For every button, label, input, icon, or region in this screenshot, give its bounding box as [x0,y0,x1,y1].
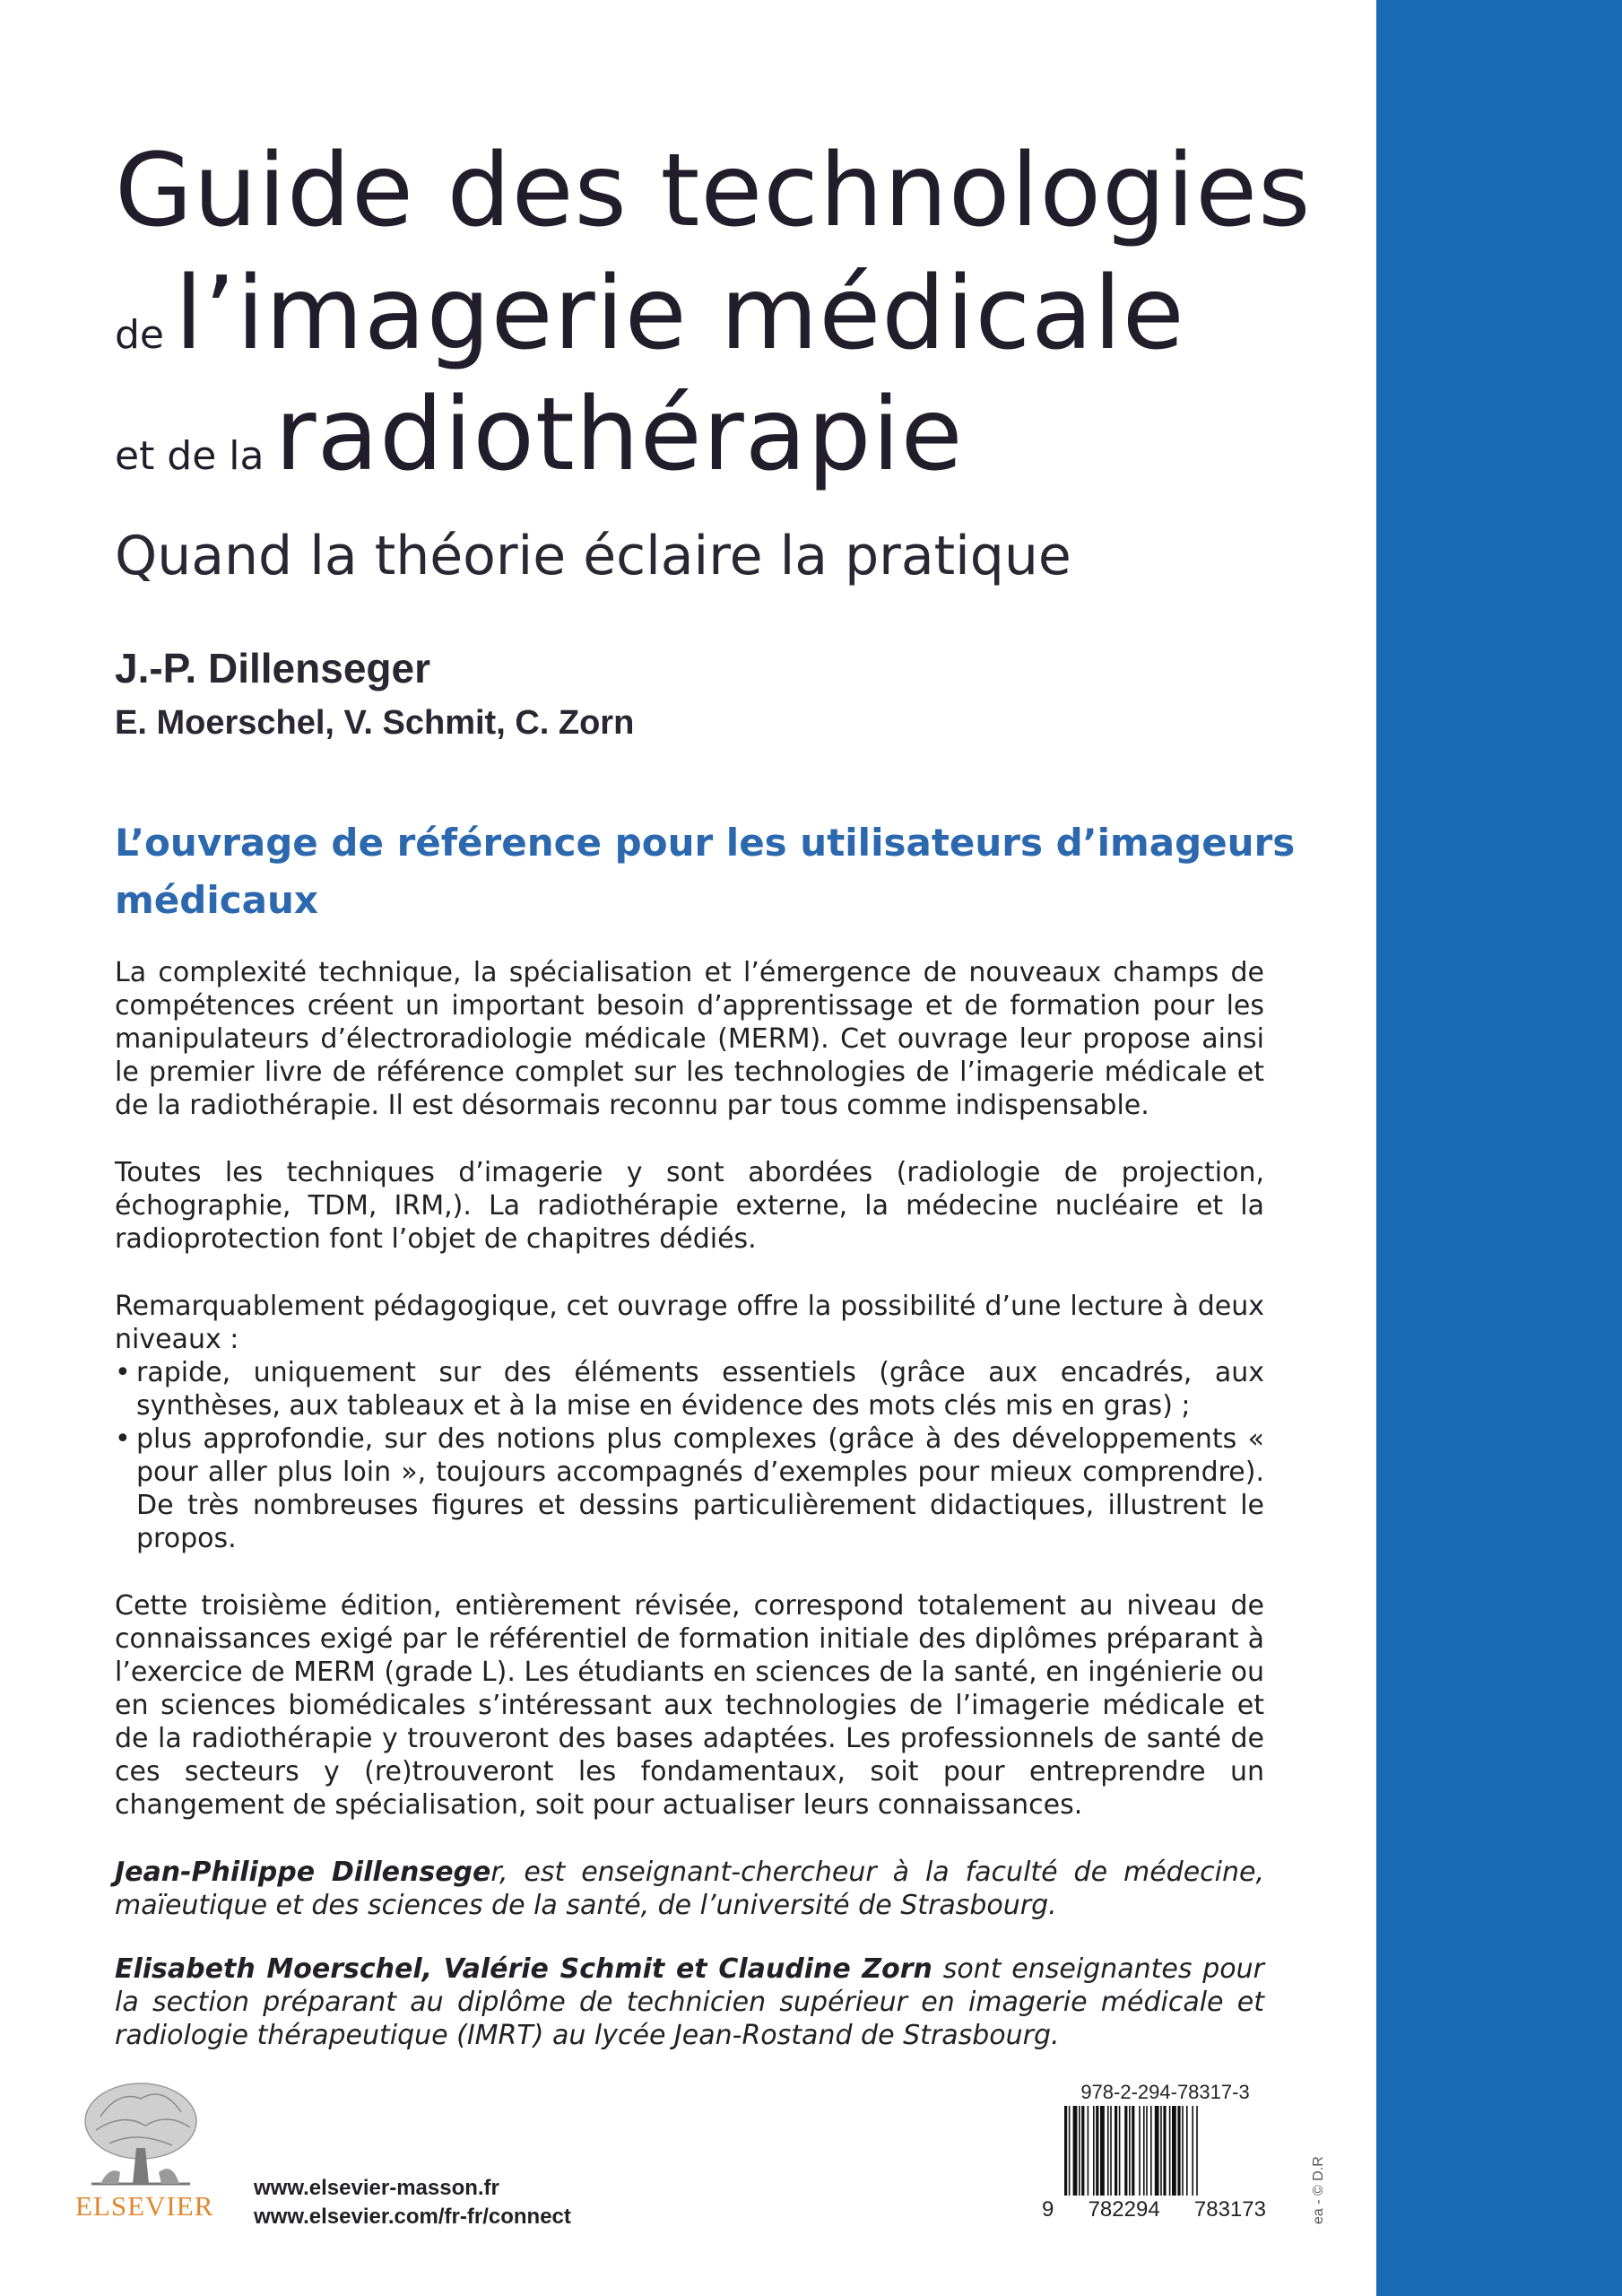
publisher-url-2[interactable]: www.elsevier.com/fr-fr/connect [254,2205,571,2229]
barcode-bar [1088,2106,1089,2196]
barcode-bar [1160,2106,1162,2196]
barcode-bar [1115,2106,1117,2196]
barcode-bar [1129,2106,1131,2196]
publisher-url-1[interactable]: www.elsevier-masson.fr [254,2176,499,2200]
barcode-bar [1163,2106,1166,2196]
barcode-bar [1196,2106,1198,2196]
isbn-text: 978-2-294-78317-3 [1080,2081,1250,2103]
title-line-3-prefix: et de la [115,433,265,479]
barcode-bar [1107,2106,1109,2196]
barcode-bar [1124,2106,1127,2196]
bio-1-name: Jean-Philippe Dillensege [115,1857,491,1888]
barcode-bar [1096,2106,1098,2196]
barcode-bar [1186,2106,1188,2196]
paragraph-1: La complexité technique, la spécialisation et l’émergence de nouveaux champs de compétences créent un important besoin d’apprentissage et de formation pour les manipulateurs d’électroradiologie médicale (MERM). Cet ouvrage leur propose ainsi le premier livre de référence complet sur les technologies de l’imagerie médicale et de la radiothérapie. Il est désormais reconnu par tous comme indispensable. [115,957,1264,1121]
barcode-bar [1081,2106,1084,2196]
barcode-bar [1146,2106,1148,2196]
barcode-bar [1093,2106,1095,2196]
blue-spine-band [1376,0,1622,2296]
barcode-digit-group-2: 783173 [1193,2197,1266,2222]
barcode-bar [1132,2106,1134,2196]
barcode-bar [1172,2106,1176,2196]
title-line-2-main: l’imagerie médicale [175,256,1185,372]
paragraph-3: Remarquablement pédagogique, cet ouvrage offre la possibilité d’une lecture à deux niveaux : [115,1291,1264,1355]
barcode-bar [1079,2106,1080,2196]
barcode-bar [1069,2106,1071,2196]
barcode-icon [1063,2106,1264,2205]
title-line-3-main: radiothérapie [274,377,964,493]
subtitle: Quand la théorie éclaire la pratique [115,525,1071,587]
barcode-bar [1192,2106,1193,2196]
barcode-bar [1177,2106,1180,2196]
barcode-bar [1155,2106,1159,2196]
bio-1 [115,1856,1264,1922]
barcode-bar [1110,2106,1112,2196]
main-author: J.-P. Dillenseger [115,645,430,691]
bio-2-name: Elisabeth Moerschel, Valérie Schmit et Claudine Zorn [115,1953,932,1985]
title-line-2 [115,256,1185,394]
co-authors: E. Moerschel, V. Schmit, C. Zorn [115,704,635,742]
barcode-digit-lead: 9 [1042,2197,1054,2222]
barcode-bar [1100,2106,1105,2196]
barcode-digit-group-1: 782294 [1088,2197,1160,2222]
paragraph-2: Toutes les techniques d’imagerie y sont abordées (radiologie de projection, échographie, TDM, IRM,). La radiothérapie externe, la médecine nucléaire et la radioprotection font l’objet de chapitres dédiés. [115,1157,1264,1255]
barcode-bar [1119,2106,1121,2196]
bio-2-text: sont enseignantes pour la section préparant au diplôme de technicien supérieur en imagerie médicale et radiologie thérapeutique (IMRT) au lycée Jean-Rostand de Strasbourg. [115,1953,1265,2051]
bio-2 [115,1952,1264,2052]
bullet-item: • plus approfondie, sur des notions plus complexes (grâce à des développements « pour aller plus loin », toujours accompagnés d’exemples pour mieux comprendre). De très nombreuses figures et dessins particulièrement didactiques, illustrent le propos. [115,1422,1264,1555]
photo-credit: ea - © D.R [1311,2156,1326,2224]
barcode-bar [1143,2106,1145,2196]
barcode-bar [1182,2106,1184,2196]
title-line-2-prefix: de [115,312,164,358]
barcode-bar [1150,2106,1152,2196]
title-line-1: Guide des technologies [115,133,1312,249]
title-line-3 [115,377,964,515]
barcode-bar [1139,2106,1141,2196]
barcode-bar [1073,2106,1078,2196]
barcode-bar [1064,2106,1067,2196]
publisher-name: ELSEVIER [75,2190,214,2222]
bullet-item: • rapide, uniquement sur des éléments essentiels (grâce aux encadrés, aux synthèses, aux tableaux et à la mise en évidence des mots clés mis en gras) ; [115,1356,1264,1422]
barcode-digits [1042,2197,1266,2222]
bio-1-text: r, est enseignant-chercheur à la faculté de médecine, maïeutique et des sciences de la santé, de l’université de Strasbourg. [115,1857,1264,1921]
barcode-bar [1169,2106,1171,2196]
description-body [115,956,1264,2083]
section-heading: L’ouvrage de référence pour les utilisateurs d’imageurs médicaux [115,821,1296,922]
bullet-list [115,1356,1264,1555]
paragraph-4: Cette troisième édition, entièrement révisée, correspond totalement au niveau de connaissances exigé par le référentiel de formation initiale des diplômes préparant à l’exercice de MERM (grade L). Les étudiants en sciences de la santé, en ingénierie ou en sciences biomédicales s’intéressant aux technologies de l’imagerie médicale et de la radiothérapie y trouveront des bases adaptées. Les professionnels de santé de ces secteurs y (re)trouveront les fondamentaux, soit pour entreprendre un changement de spécialisation, soit pour actualiser leurs connaissances. [115,1590,1264,1821]
